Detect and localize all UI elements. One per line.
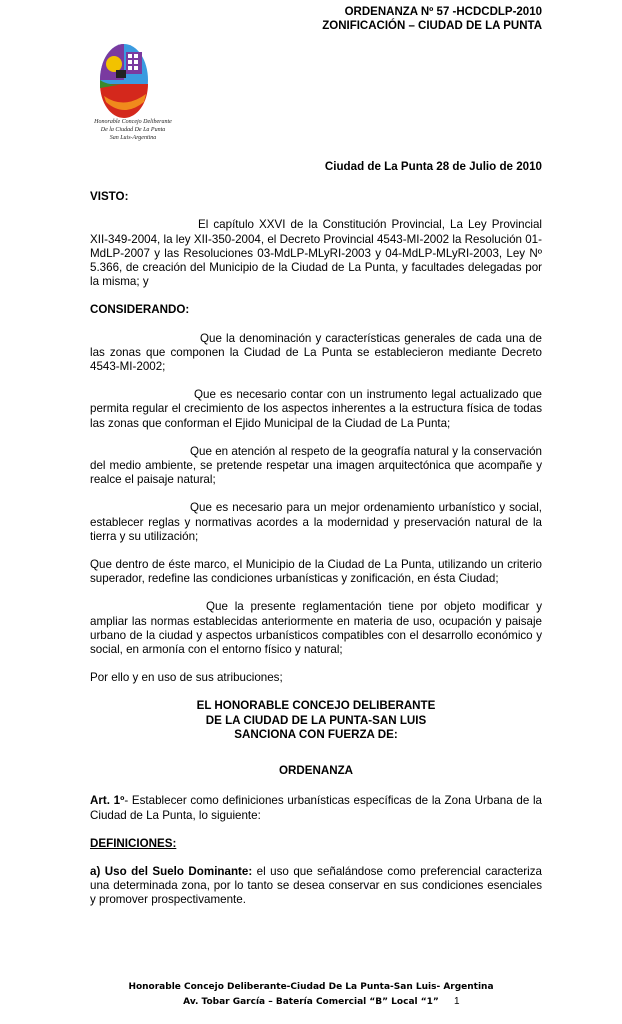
considerando-paragraph: Que dentro de éste marco, el Municipio de la Ciudad de La Punta, utilizando un criterio superador, redefine las condiciones urbanísticas y zonificación, en ésta Ciudad; — [90, 558, 542, 586]
considerando-label: CONSIDERANDO: — [90, 303, 190, 317]
por-ello-paragraph: Por ello y en uso de sus atribuciones; — [90, 671, 283, 685]
considerando-paragraph: Que es necesario contar con un instrumento legal actualizado que permita regular el crecimiento de los aspectos inherentes a la estructura física de todas las zonas que conforman el Ejido Municipal de la Ciudad de La Punta; — [90, 388, 542, 430]
article-1-label: Art. 1º — [90, 794, 125, 808]
document-footer — [0, 980, 622, 1010]
ordenanza-title: ORDENANZA — [278, 764, 354, 778]
definition-a: a) Uso del Suelo Dominante: el uso que señalándose como preferencial caracteriza una determinada zona, por lo tanto se desea conservar en sus condiciones esenciales y promover prospectivamente. — [90, 864, 542, 907]
sanciona-block: EL HONORABLE CONCEJO DELIBERANTE DE LA CIUDAD DE LA PUNTA-SAN LUIS SANCIONA CON FUERZA DE: — [196, 699, 436, 741]
document-date: Ciudad de La Punta 28 de Julio de 2010 — [324, 160, 542, 173]
visto-label: VISTO: — [90, 190, 129, 204]
council-caption: Honorable Concejo Deliberante De la Ciudad De La Punta San Luis-Argentina — [94, 119, 172, 141]
considerando-paragraph: Que en atención al respeto de la geografía natural y la conservación del medio ambiente, se pretende respetar una imagen arquitectónica que acompañe y realce el paisaje natural; — [90, 444, 542, 487]
definition-a-label: a) Uso del Suelo Dominante: — [90, 864, 253, 878]
footer-institution: Honorable Concejo Deliberante-Ciudad De La Punta-San Luis- Argentina — [128, 982, 494, 992]
document-header — [322, 5, 542, 33]
definiciones-label: DEFINICIONES: — [90, 836, 177, 850]
article-1: Art. 1º- Establecer como definiciones urbanísticas específicas de la Zona Urbana de la Ciudad de La Punta, lo siguiente: — [90, 794, 542, 822]
ordinance-subject: ZONIFICACIÓN – CIUDAD DE LA PUNTA — [322, 20, 542, 32]
visto-paragraph: El capítulo XXVI de la Constitución Provincial, La Ley Provincial XII-349-2004, la ley XII-350-2004, el Decreto Provincial 4543-MI-2002 la Resolución 01-MdLP-2007 y las Resoluciones 03-MdLP-MLyRI-2003 y 04-MdLP-MLyRI-2003, Ley Nº 5.366, de creación del Municipio de la Ciudad de La Punta, y facultades delegadas por la misma; y — [90, 218, 542, 289]
document-body — [90, 160, 542, 922]
considerando-paragraph: Que la presente reglamentación tiene por objeto modificar y ampliar las normas establecidas anteriormente en materia de uso, ocupación y paisaje urbano de la ciudad y aspectos urbanísticos compatibles con el desarrollo económico y social, en armonía con el entorno físico y natural; — [90, 600, 542, 657]
considerando-paragraph: Que es necesario para un mejor ordenamiento urbanístico y social, establecer reglas y normativas acordes a la modernidad y preservación natural de la tierra y su utilización; — [90, 501, 542, 543]
page-number: 1 — [454, 996, 460, 1007]
footer-address: Av. Tobar García – Batería Comercial “B” Local “1” — [183, 997, 439, 1007]
considerando-paragraph: Que la denominación y características generales de cada una de las zonas que componen la Ciudad de La Punta se establecieron mediante Decreto 4543-MI-2002; — [90, 331, 542, 374]
ordinance-number: ORDENANZA Nº 57 -HCDCDLP-2010 — [344, 6, 542, 18]
